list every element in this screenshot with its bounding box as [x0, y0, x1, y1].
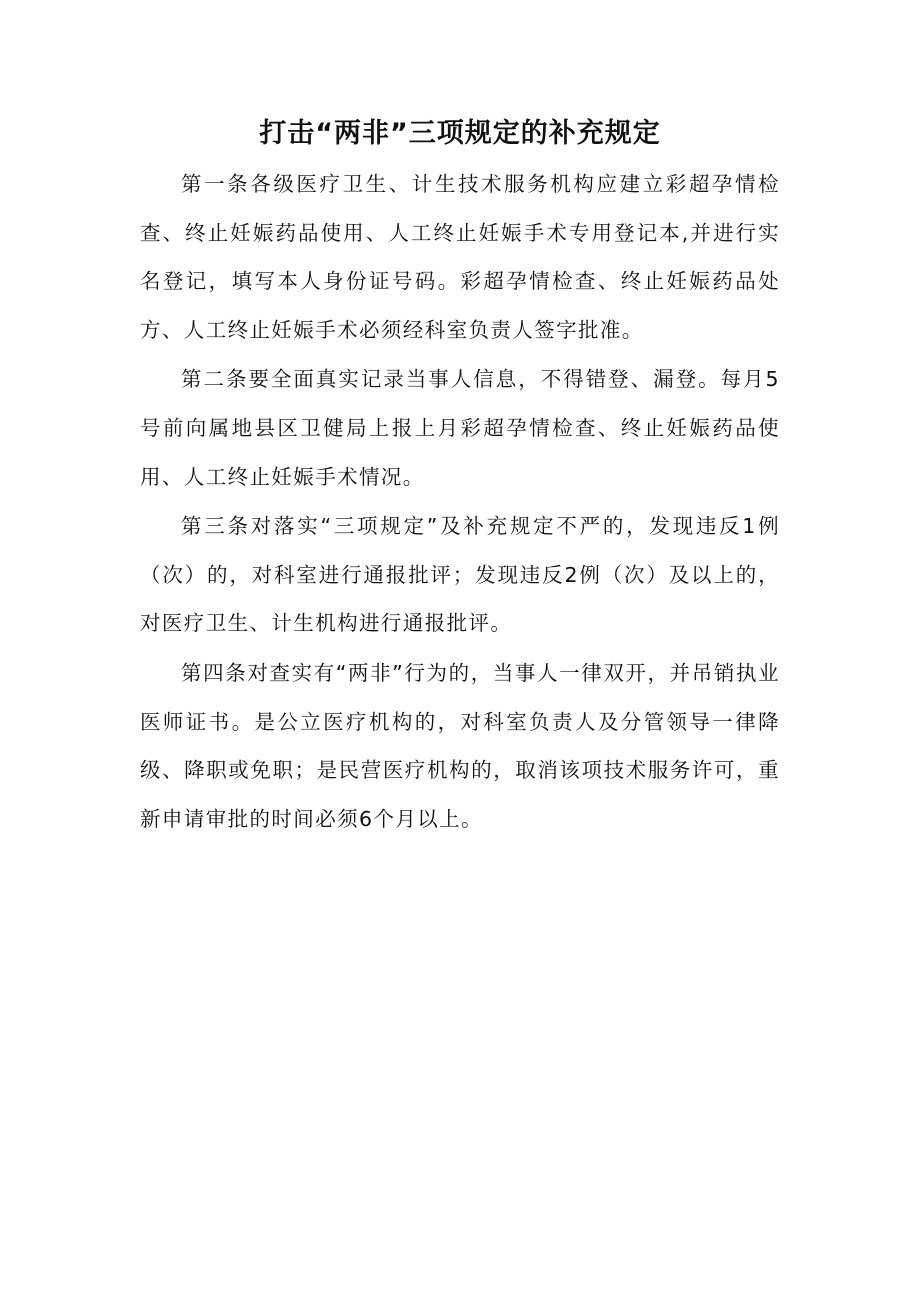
- article-4: 第四条对查实有“两非”行为的，当事人一律双开，并吊销执业医师证书。是公立医疗机构的，对科室负责人及分管领导一律降级、降职或免职；是民营医疗机构的，取消该项技术服务许可，重新申请审批的时间必须6个月以上。: [140, 660, 780, 831]
- document-title: 打击“两非”三项规定的补充规定: [259, 118, 661, 149]
- document-body: [140, 160, 780, 844]
- article-1: 第一条各级医疗卫生、计生技术服务机构应建立彩超孕情检查、终止妊娠药品使用、人工终止妊娠手术专用登记本,并进行实名登记，填写本人身份证号码。彩超孕情检查、终止妊娠药品处方、人工终止妊娠手术必须经科室负责人签字批准。: [140, 172, 780, 342]
- article-2: 第二条要全面真实记录当事人信息，不得错登、漏登。每月5号前向属地县区卫健局上报上月彩超孕情检查、终止妊娠药品使用、人工终止妊娠手术情况。: [140, 367, 780, 489]
- article-3: 第三条对落实“三项规定”及补充规定不严的，发现违反1例（次）的，对科室进行通报批评；发现违反2例（次）及以上的，对医疗卫生、计生机构进行通报批评。: [140, 514, 780, 636]
